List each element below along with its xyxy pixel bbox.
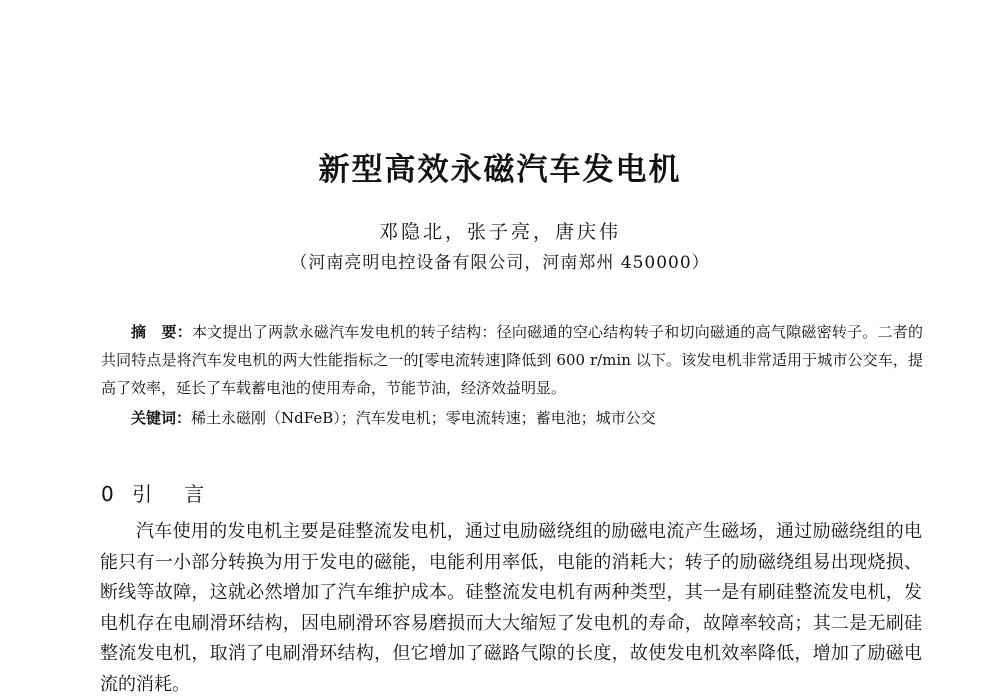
keywords-label: 关键词： — [131, 409, 192, 427]
paper-affiliation: （河南亮明电控设备有限公司，河南郑州 450000） — [290, 253, 710, 273]
paper-title: 新型高效永磁汽车发电机 — [318, 152, 682, 188]
section-heading-introduction: 0 引 言 — [101, 482, 211, 506]
abstract-text: 本文提出了两款永磁汽车发电机的转子结构：径向磁通的空心结构转子和切向磁通的高气隙磁密转子。二者的共同特点是将汽车发电机的两大性能指标之一的[零电流转速]降低到 600 r/min 以下。该发电机非常适用于城市公交车，提高了效率，延长了车载蓄电池的使用寿命，节能节油，经济效益明显。 — [101, 323, 923, 397]
keywords-text: 稀土永磁刚（NdFeB）；汽车发电机；零电流转速；蓄电池；城市公交 — [191, 409, 656, 427]
paper-authors: 邓隐北，张子亮，唐庆伟 — [378, 221, 621, 243]
abstract-label: 摘 要： — [131, 323, 192, 341]
abstract — [101, 318, 923, 402]
keywords — [131, 405, 921, 431]
body-paragraph: 汽车使用的发电机主要是硅整流发电机，通过电励磁绕组的励磁电流产生磁场，通过励磁绕组的电能只有一小部分转换为用于发电的磁能，电能利用率低，电能的消耗大；转子的励磁绕组易出现烧损、断线等故障，这就必然增加了汽车维护成本。硅整流发电机有两种类型，其一是有刷硅整流发电机，发电机存在电刷滑环结构，因电刷滑环容易磨损而大大缩短了发电机的寿命，故障率较高；其二是无刷硅整流发电机，取消了电刷滑环结构，但它增加了磁路气隙的长度，故使发电机效率降低，增加了励磁电流的消耗。 — [100, 521, 922, 695]
